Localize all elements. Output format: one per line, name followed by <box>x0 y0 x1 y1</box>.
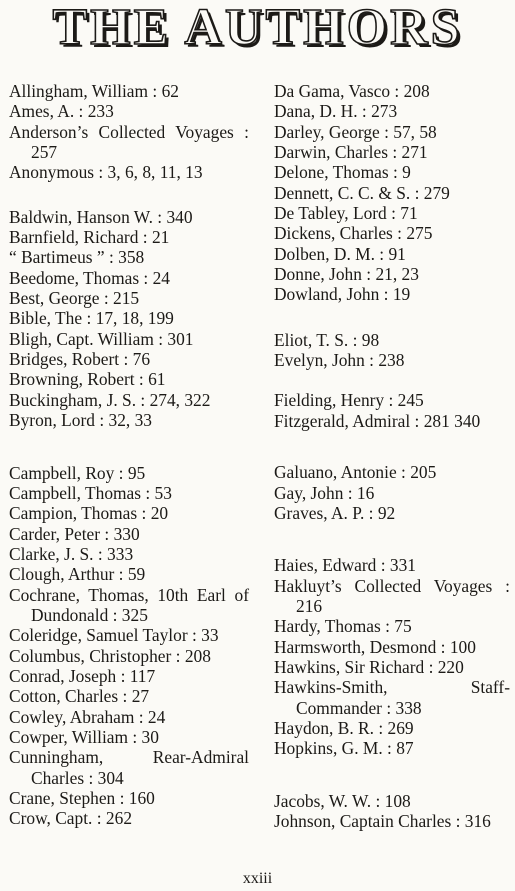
index-entry: Best, George : 215 <box>9 288 140 309</box>
page-heading: THE AUTHORS <box>52 0 463 56</box>
index-entry: Anderson’s Collected Voyages : 257 <box>9 121 249 163</box>
index-group-e <box>274 330 510 371</box>
index-entry: Campbell, Thomas : 53 <box>9 482 172 503</box>
index-entry: Crane, Stephen : 160 <box>9 788 155 808</box>
index-entry: Gay, John : 16 <box>274 482 375 503</box>
index-entry: Haydon, B. R. : 269 <box>274 717 414 738</box>
index-group-c <box>9 463 249 829</box>
index-entry: Bligh, Capt. William : 301 <box>9 328 194 349</box>
index-entry: “ Bartimeus ” : 358 <box>9 247 145 268</box>
index-entry: Buckingham, J. S. : 274, 322 <box>9 389 211 410</box>
index-entry: Bridges, Robert : 76 <box>9 349 151 370</box>
index-entry: Dickens, Charles : 275 <box>274 223 433 244</box>
index-entry: Cowper, William : 30 <box>9 726 159 747</box>
index-group-g <box>274 462 510 523</box>
index-entry: Darley, George : 57, 58 <box>274 121 437 142</box>
index-entry: Cotton, Charles : 27 <box>9 686 150 707</box>
index-entry: Fitzgerald, Admiral : 281 340 <box>274 410 481 431</box>
index-entry: Byron, Lord : 32, 33 <box>9 410 152 431</box>
index-entry: Cochrane, Thomas, 10th Earl of Dundonald : 325 <box>9 584 249 625</box>
index-entry: Hopkins, G. M. : 87 <box>274 738 414 759</box>
index-entry: Johnson, Captain Charles : 316 <box>274 810 491 831</box>
index-entry: Columbus, Christopher : 208 <box>9 645 211 666</box>
index-entry: Hawkins-Smith, Staff-Commander : 338 <box>274 677 510 718</box>
index-group-a <box>9 81 249 183</box>
index-group-b <box>9 207 249 431</box>
index-entry: Beedome, Thomas : 24 <box>9 267 170 288</box>
index-entry: Ames, A. : 233 <box>9 101 114 122</box>
index-entry: Browning, Robert : 61 <box>9 369 166 390</box>
index-entry: Jacobs, W. W. : 108 <box>274 790 411 811</box>
index-entry: Cowley, Abraham : 24 <box>9 706 166 727</box>
index-group-d <box>274 81 510 305</box>
index-entry: Allingham, William : 62 <box>9 81 179 101</box>
index-entry: Dennett, C. C. & S. : 279 <box>274 182 450 203</box>
index-entry: Galuano, Antonie : 205 <box>274 462 437 483</box>
index-entry: Dana, D. H. : 273 <box>274 101 398 122</box>
index-entry: Eliot, T. S. : 98 <box>274 329 380 350</box>
index-entry: Harmsworth, Desmond : 100 <box>274 636 476 657</box>
index-entry: Clarke, J. S. : 333 <box>9 543 134 564</box>
index-entry: Evelyn, John : 238 <box>274 350 405 371</box>
index-entry: Fielding, Henry : 245 <box>274 390 424 411</box>
index-entry: Clough, Arthur : 59 <box>9 564 146 585</box>
index-entry: Dolben, D. M. : 91 <box>274 243 406 264</box>
index-entry: Coleridge, Samuel Taylor : 33 <box>9 625 219 646</box>
index-entry: Cunningham, Rear-Admiral Charles : 304 <box>9 747 249 788</box>
index-entry: Crow, Capt. : 262 <box>9 808 133 829</box>
index-entry: Da Gama, Vasco : 208 <box>274 81 430 101</box>
index-entry: Bible, The : 17, 18, 199 <box>9 308 174 329</box>
index-entry: Hardy, Thomas : 75 <box>274 616 412 637</box>
index-entry: Baldwin, Hanson W. : 340 <box>9 206 193 227</box>
index-entry: Campion, Thomas : 20 <box>9 503 169 524</box>
index-entry: Hawkins, Sir Richard : 220 <box>274 656 464 677</box>
index-group-h <box>274 555 510 758</box>
index-entry: Hakluyt’s Collected Voyages : 216 <box>274 575 510 616</box>
index-entry: Anonymous : 3, 6, 8, 11, 13 <box>9 162 203 183</box>
index-group-j <box>274 791 510 832</box>
index-entry: Barnfield, Richard : 21 <box>9 227 170 248</box>
index-entry: Darwin, Charles : 271 <box>274 142 428 163</box>
index-group-f <box>274 390 510 431</box>
index-entry: Campbell, Roy : 95 <box>9 462 146 483</box>
index-entry: De Tabley, Lord : 71 <box>274 203 418 224</box>
index-entry: Dowland, John : 19 <box>274 284 411 305</box>
index-entry: Conrad, Joseph : 117 <box>9 665 156 686</box>
index-entry: Graves, A. P. : 92 <box>274 502 396 523</box>
page-number: xxiii <box>242 870 273 887</box>
index-entry: Carder, Peter : 330 <box>9 523 140 544</box>
index-entry: Delone, Thomas : 9 <box>274 162 411 183</box>
index-column-right <box>274 81 510 831</box>
index-entry: Donne, John : 21, 23 <box>274 264 419 285</box>
index-entry: Haies, Edward : 331 <box>274 555 416 576</box>
index-column-left <box>9 81 249 829</box>
